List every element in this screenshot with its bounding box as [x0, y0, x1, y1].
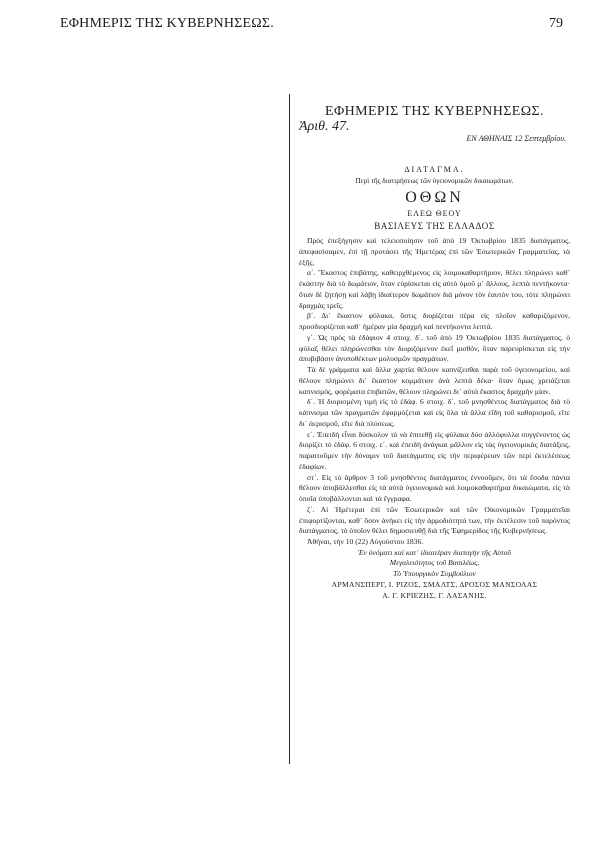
decree-subject: Περὶ τῆς διατιμήσεως τῶν ὑγειονομικῶν δικαιωμάτων. [355, 177, 514, 185]
article-paragraph: α΄. Ἕκαστος ἐπιβάτης, καθειρχθέμενος εἰς λοιμοκαθαρτήριον, θέλει πληρώνει καθ᾿ ἐκάστην διὰ τὸ δωμάτιον, ὅταν εὑρίσκεται εἰς αὐτὸ ὁμοῦ μ᾿ ἄλλους, λεπτὰ πεντήκοντα· ὅταν δὲ ζητήσῃ καὶ λάβῃ ἰδιαίτερον δωμάτιον διὰ μόνον τὸν ἑαυτόν του, τότε πληρώνει δραχμὰς τρεῖς. [299, 268, 570, 310]
council-title: Τὸ Ὑπουργικὸν Συμβούλιον [393, 568, 476, 578]
gazette-title: ΕΦΗΜΕΡΙΣ ΤΗΣ ΚΥΒΕΡΝΗΣΕΩΣ. [325, 104, 544, 119]
page-header [0, 0, 595, 40]
article-paragraph: στ΄. Εἰς τὸ ἄρθρον 3 τοῦ μνησθέντος διατάγματος ἐννοοῦμεν, ὅτι τὰ ἔσοδα πάντα θέλουν ἀποβάλλεσθαι εἰς τὰ αὐτὰ ὑγειονομικὰ καὶ λοιμοκαθαρτήρια δικαιώματα, εἰς τὰ ὁποῖα ὑποβάλλονται καὶ τὰ ἔγγραφα. [299, 472, 570, 503]
king-title: ΒΑΣΙΛΕΥΣ ΤΗΣ ΕΛΛΑΔΟΣ [374, 221, 495, 231]
signature-line: Α. Γ. ΚΡΙΕΖΗΣ, Γ. ΛΑΣΑΝΗΣ. [382, 591, 487, 601]
gazette-article [299, 104, 570, 601]
column-rule [289, 94, 290, 764]
issue-number: Ἀριθ. 47. [299, 119, 350, 134]
closing-formula [299, 548, 570, 580]
running-title: ΕΦΗΜΕΡΙΣ ΤΗΣ ΚΥΒΕΡΝΗΣΕΩΣ. [60, 16, 274, 31]
issue-date: ΕΝ ΑΘΗΝΑΙΣ 12 Σεπτεμβρίου. [466, 134, 566, 143]
article-paragraph: Τὰ δὲ γράμματα καὶ ἄλλα χαρτία θέλουν καπνίζεσθαι παρὰ τοῦ ὑγειονομείου, καὶ θέλουν πληρώνει δι᾿ ἕκαστον κομμάτιον ἀνὰ λεπτὰ δέκα· ὅταν ὅμως χρειάζεται καπνισμός, φορέματα ἐπιβατῶν, θέλουν πληρώνει δι᾿ αὐτὰ ἕκαστος δραχμὴν μίαν. [299, 365, 570, 396]
decree-heading: ΔΙΑΤΑΓΜΑ. [404, 165, 465, 174]
article-paragraph: δ΄. Ἡ διορισμένη τιμὴ εἰς τὸ ἐδάφ. 6 στοιχ. δ΄. τοῦ μνησθέντος διατάγματος διὰ τὸ κάπνισμα τῶν πραγματῶν ἐφαρμόζεται καὶ εἰς ὅλα τὰ ἄλλα εἴδη τοῦ καθαρισμοῦ, εἴτε δι᾿ ἀερισμοῦ, εἴτε διὰ πλύσεως. [299, 397, 570, 428]
signatures [299, 579, 570, 601]
article-paragraph: ε΄. Ἐπειδὴ εἶναι δύσκολον τὸ νὰ ἐπιτεθῇ εἰς φύλακα δύο ἀλλόφυλλα συγγένοντος ὡς διορίζει τὸ ἐδάφ. 6 στοιχ. ε΄. καὶ ἐπειδὴ ἀνάγκαι μᾶλλον εἰς τὰς ὑγειονομικὰς διατάξεις, παραιτοῦμεν τὴν δύναμιν τοῦ διατάγματος εἰς τὴν περιφέρειαν τῶν περὶ ἐκτελέσεως ἐδαφίων. [299, 429, 570, 471]
page-number: 79 [549, 16, 563, 31]
king-name: ΟΘΩΝ [405, 189, 464, 206]
article-paragraph: γ΄. Ὡς πρὸς τὰ ἐδάφιον 4 στοιχ. δ΄. τοῦ ἀπὸ 19 Ὀκτωβρίου 1835 διατάγματος, ὁ φύλαξ θέλει πληρώνεσθαι τὸν διοριζόμενον ἐκεῖ μισθόν, ὅταν παρευρίσκεται εἰς τὴν ἀποβιβάσιν ἀνυποθέκτων μολυσμῶν πραγμάτων. [299, 332, 570, 364]
article-paragraph: β΄. Δι᾿ ἕκαστον φύλακα, ὅστις διορίζεται πέρα εἰς πλοῖον καθαριζόμενον, προσδιορίζεται καθ᾿ ἡμέραν μία δραχμὴ καὶ πεντήκοντα λεπτά. [299, 311, 570, 331]
signature-line: ΑΡΜΑΝΣΠΕΡΓ, Ι. ΡΙΖΟΣ, ΣΜΑΛΤΣ, ΔΡΟΣΟΣ ΜΑΝΣΟΛΑΣ [331, 580, 538, 590]
preamble-paragraph: Πρὸς ἐπεξήγησιν καὶ τελειοποίησιν τοῦ ἀπὸ 19 Ὀκτωβρίου 1835 διατάγματος, ἀπεφασίσαμεν, ἐπὶ τῇ προτάσει τῆς Ἡμετέρας ἐπὶ τῶν Ἐσωτερικῶν Γραμματείας, τὰ ἑξῆς. [299, 236, 570, 267]
closing-line: Ἐν ὀνόματι καὶ κατ᾿ ἰδιαιτέραν διαταγὴν τῆς Αὐτοῦ [358, 547, 511, 557]
by-grace-of-god: ΕΛΕΩ ΘΕΟΥ [407, 209, 462, 218]
article-paragraph: ζ΄. Αἱ Ἡμέτεραι ἐπὶ τῶν Ἐσωτερικῶν καὶ τῶν Οἰκονομικῶν Γραμματεῖαι ἐπιφορτίζονται, καθ᾿ ὅσον ἀνήκει εἰς τὴν ἁρμοδιότητά των, τὴν ἐκτέλεσιν τοῦ παρόντος διατάγματος, τὸ ὁποῖον θέλει δημοσιευθῇ διὰ τῆς Ἐφημερίδος τῆς Κυβερνήσεως. [299, 504, 570, 536]
issue-line [299, 120, 570, 146]
place-date-line: Ἀθήναι, τὴν 10 (22) Αὐγούστου 1836. [307, 537, 424, 546]
closing-line: Μεγαλειότητος τοῦ Βασιλέως, [389, 558, 480, 568]
